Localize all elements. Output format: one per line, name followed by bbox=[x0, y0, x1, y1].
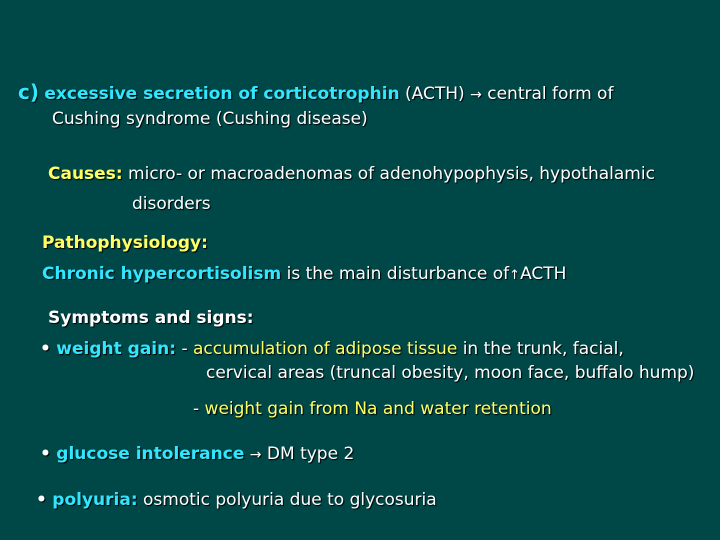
pathophysiology-heading bbox=[42, 233, 208, 253]
symptoms-heading bbox=[48, 308, 254, 328]
section-heading-line-2 bbox=[52, 109, 368, 129]
causes-line bbox=[48, 164, 655, 184]
section-heading-tail: central form of bbox=[487, 84, 614, 104]
dm-type-2-text: DM type 2 bbox=[266, 444, 355, 464]
weight-gain-dash-2: - bbox=[193, 399, 200, 419]
truncal-obesity-text: cervical areas (truncal obesity, moon face, buffalo hump) bbox=[206, 363, 695, 383]
sodium-retention-text: weight gain from Na and water retention bbox=[204, 399, 552, 419]
list-item-glucose-intolerance bbox=[40, 444, 354, 464]
causes-text-2: disorders bbox=[132, 194, 211, 214]
right-arrow-icon: → bbox=[470, 87, 482, 103]
acth-abbreviation: (ACTH) bbox=[405, 84, 465, 104]
glucose-intolerance-term: glucose intolerance bbox=[56, 444, 245, 464]
list-item-polyuria bbox=[36, 490, 437, 510]
symptoms-label: Symptoms and signs: bbox=[48, 308, 254, 328]
hypercortisolism-term: Chronic hypercortisolism bbox=[42, 264, 282, 284]
cushing-syndrome-text: Cushing syndrome (Cushing disease) bbox=[52, 109, 368, 129]
weight-gain-dash: - bbox=[181, 339, 188, 359]
causes-label: Causes: bbox=[48, 164, 123, 184]
right-arrow-icon: → bbox=[249, 447, 262, 463]
polyuria-text: osmotic polyuria due to glycosuria bbox=[143, 490, 437, 510]
pathophysiology-acth: ACTH bbox=[520, 264, 567, 284]
polyuria-term: polyuria: bbox=[52, 490, 138, 510]
causes-text: micro- or macroadenomas of adenohypophysis, hypothalamic bbox=[128, 164, 655, 184]
weight-gain-line-3 bbox=[193, 399, 552, 419]
adipose-tissue-text: accumulation of adipose tissue bbox=[192, 339, 458, 359]
pathophysiology-line bbox=[42, 264, 566, 284]
weight-gain-line-2 bbox=[206, 363, 694, 383]
causes-line-2 bbox=[132, 194, 211, 214]
pathophysiology-label: Pathophysiology: bbox=[42, 233, 208, 253]
section-heading-line bbox=[18, 80, 613, 104]
pathophysiology-text: is the main disturbance of bbox=[286, 264, 510, 284]
weight-gain-location-text: in the trunk, facial, bbox=[462, 339, 624, 359]
section-heading: excessive secretion of corticotrophin bbox=[44, 84, 400, 104]
up-arrow-icon: ↑ bbox=[509, 268, 521, 283]
weight-gain-term: weight gain: bbox=[56, 339, 177, 359]
list-item-weight-gain bbox=[40, 339, 624, 359]
bullet-icon: • bbox=[40, 339, 51, 359]
bullet-icon: • bbox=[36, 490, 47, 510]
bullet-icon: • bbox=[40, 444, 51, 464]
section-label: c) bbox=[18, 80, 39, 104]
